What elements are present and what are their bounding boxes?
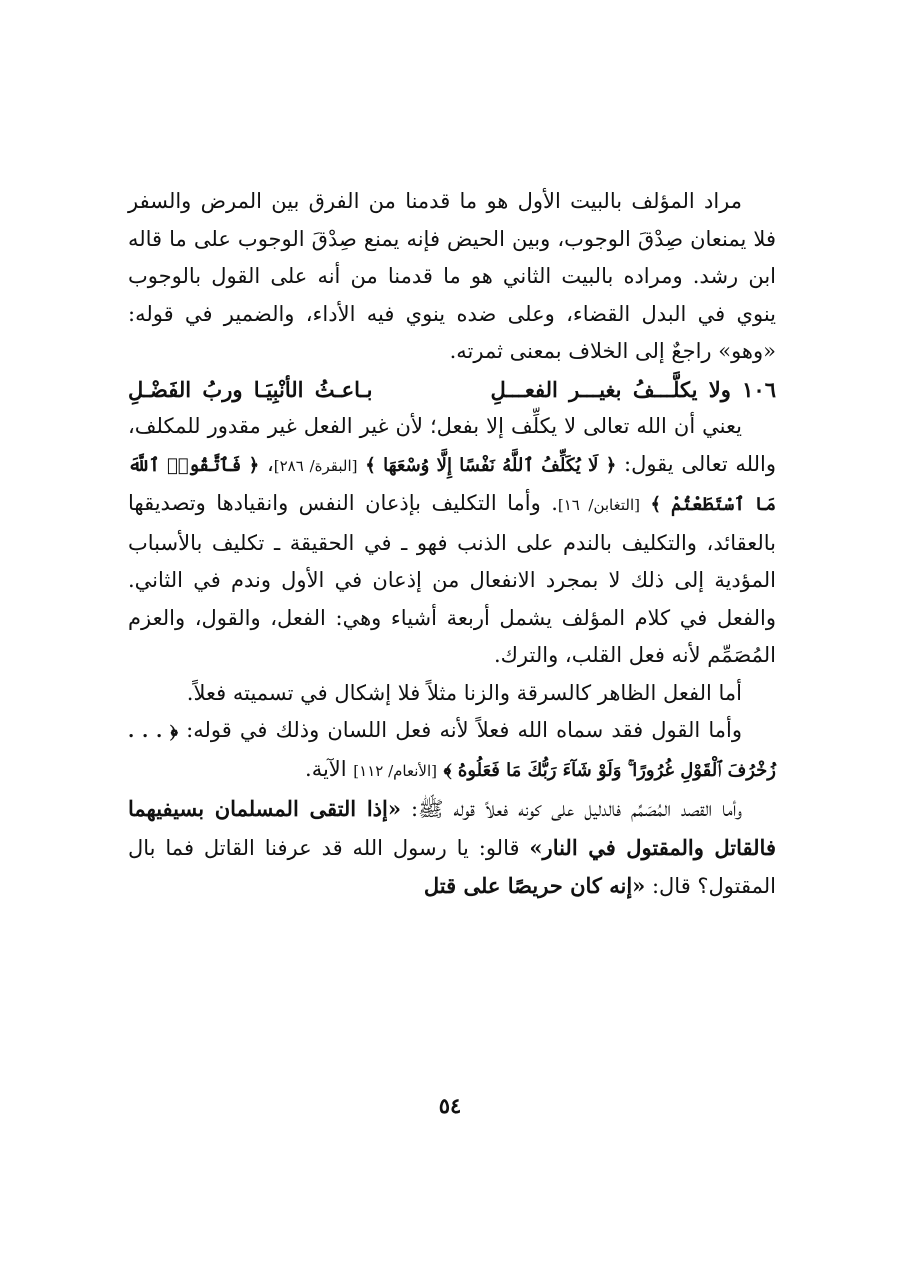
poem-first-hemistich: ١٠٦ ولا يكلَّـــفُ بغيـــر الفعـــلِ xyxy=(490,376,776,402)
explanation-text-start: يعني أن الله تعالى لا يكلِّف إلا بفعل؛ لأن غير الفعل غير مقدور للمكلف، والله تعالى يقول: xyxy=(128,414,776,476)
hadith-quote-eager: «إنه كان حريصًا على قتل xyxy=(423,873,646,898)
poem-second-hemistich: بـاعـثُ الأنْبِيَـا وربُ الفَضْـلِ xyxy=(128,376,373,402)
intent-text-start: وأما القصد المُصَمِّم فالدليل على كونه فعلاً قوله ﷺ: xyxy=(400,797,743,821)
explanation-separator: ، xyxy=(266,451,274,476)
page-body xyxy=(128,183,776,906)
paragraph-explanation xyxy=(128,408,776,675)
quran-reference-anam: [الأنعام/ ١١٢] xyxy=(353,761,437,780)
quran-quote-baqara: ﴿ لَا يُكَلِّفُ ٱللَّهُ نَفْسًا إِلَّا وُسْعَهَا ﴾ xyxy=(365,454,617,476)
speech-text: وأما القول فقد سماه الله فعلاً لأنه فعل اللسان وذلك في قوله: xyxy=(186,718,742,742)
hadith-quote-two-muslims: «إذا التقى المسلمان بسيفيهما فالقاتل والمقتول في النار» xyxy=(128,796,776,860)
poem-verse-106 xyxy=(128,371,776,409)
paragraph-outward-act: أما الفعل الظاهر كالسرقة والزنا مثلاً فلا إشكال في تسميته فعلاً. xyxy=(186,680,742,705)
paragraph-commentary: مراد المؤلف بالبيت الأول هو ما قدمنا من الفرق بين المرض والسفر فلا يمنعان صِدْقَ الوجوب، وبين الحيض فإنه يمنع صِدْقَ الوجوب على ما قاله ابن رشد. ومراده بالبيت الثاني هو ما قدمنا من أنه على القول بالوجوب ينوي في البدل القضاء، وعلى ضده ينوي فيه الأداء، والضمير في قوله: «وهو» راجعٌ إلى الخلاف بمعنى ثمرته. xyxy=(128,189,776,363)
paragraph-intent xyxy=(128,790,776,906)
intent-text-middle: قالو: يا رسول الله قد عرفنا القاتل فما بال المقتول؟ قال: xyxy=(128,835,776,898)
speech-text-end: الآية. xyxy=(305,756,354,781)
quran-reference-taghabun: [التغابن/ ١٦] xyxy=(557,496,640,514)
paragraph-speech xyxy=(128,712,776,790)
quran-reference-baqara: [البقرة/ ٢٨٦] xyxy=(273,456,358,475)
page-number: ٥٤ xyxy=(438,1093,462,1118)
quran-quote-taghabun: ﴿ فَٱتَّقُوا۟ ٱللَّهَ مَا ٱسْتَطَعْتُمْ ﴾ xyxy=(128,454,776,515)
quran-quote-anam: ﴿ . . . زُخْرُفَ ٱلْقَوْلِ غُرُورًا ۚ وَلَوْ شَآءَ رَبُّكَ مَا فَعَلُوهُ ﴾ xyxy=(128,721,776,781)
explanation-text-end: . وأما التكليف بإذعان النفس وانقيادها وتصديقها بالعقائد، والتكليف بالندم على الذنب فهو ـ في الحقيقة ـ تكليف بالأسباب المؤدية إلى ذلك لا بمجرد الانفعال من إذعان في الأول وندم في الثاني. والفعل في كلام المؤلف يشمل أربعة أشياء وهي: الفعل، والقول، والعزم المُصَمِّم لأنه فعل القلب، والترك. xyxy=(128,491,776,667)
